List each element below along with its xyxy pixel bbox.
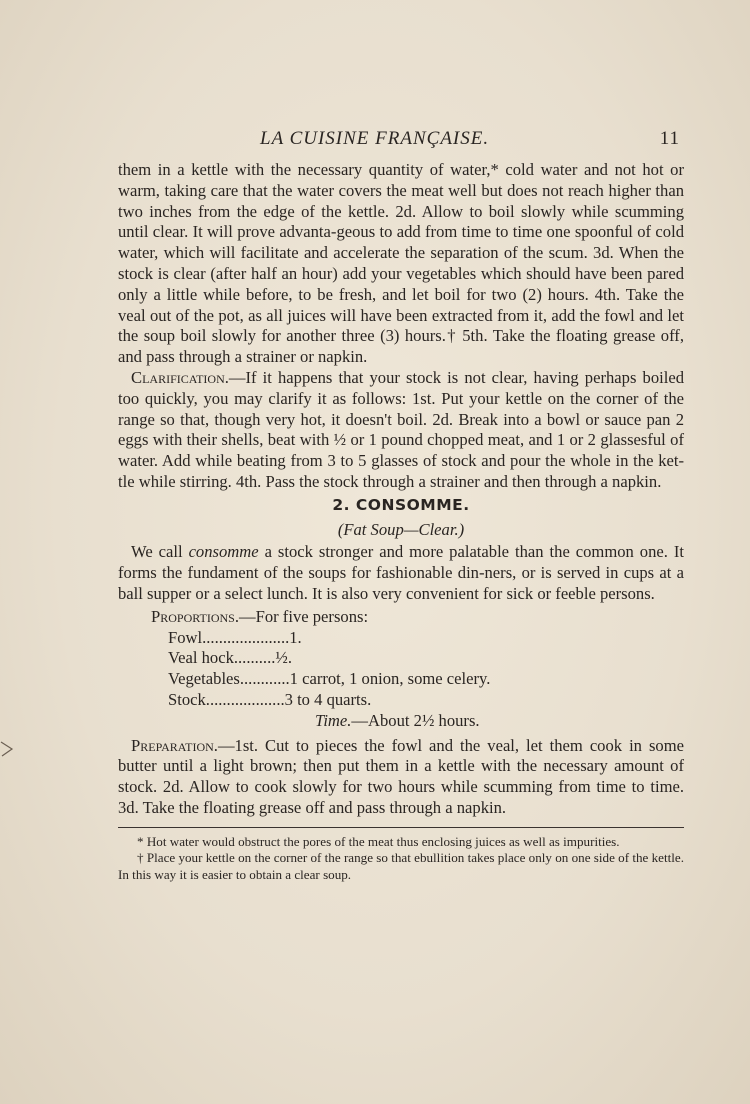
proportions-heading [118,607,684,628]
binding-mark [0,740,14,758]
running-title: LA CUISINE FRANÇAISE. [260,128,490,149]
footnote: * Hot water would obstruct the pores of the meat thus enclosing juices as well as impurities. [137,833,620,849]
consomme-paragraph [118,542,684,604]
proportion-item: Vegetables............1 carrot, 1 onion, some celery. [168,669,491,689]
clarification-paragraph [118,368,684,493]
consomme-term: consomme [188,542,259,562]
proportion-item: Stock...................3 to 4 quarts. [168,689,372,709]
proportions-text: —For five persons: [239,606,369,626]
consomme-intro-rest: a stock stronger and more palatable than the common one. It forms the fundament of the soups for fashionable din-ners, or is served in cups at a ball supper or a select lunch. It is also very convenient for sick or feeble persons. [118,542,684,603]
page-body [118,160,684,883]
section-subtitle: (Fat Soup—Clear.) [337,519,465,539]
footnote: † Place your kettle on the corner of the range so that ebullition takes place only on one side of the kettle. In this way it is easier to obtain a clear soup. [118,850,684,882]
time-label: Time. [315,710,352,730]
footnote-divider [118,827,684,828]
preparation-label: Preparation. [131,735,218,755]
consomme-intro-start: We call [131,542,189,562]
intro-paragraph: them in a kettle with the necessary quantity of water,* cold water and not hot or warm, taking care that the water covers the meat well but does not reach higher than two inches from the edge of the kettle. 2d. Allow to boil slowly while scumming until clear. It will prove advanta-geous to add from time to time one spoonful of cold water, which will facilitate and accelerate the separation of the scum. 3d. When the stock is clear (after half an hour) add your vegetables which should have been pared only a little while before, to be fresh, and let boil for two (2) hours. 4th. Take the veal out of the pot, as all juices will have been extracted from it, add the fowl and let the soup boil slowly for another three (3) hours.† 5th. Take the floating grease off, and pass through a strainer or napkin. [118,160,684,367]
clarification-text: —If it happens that your stock is not clear, having perhaps boiled too quickly, you may clarify it as follows: 1st. Put your kettle on the corner of the range so that, though very hot, it doesn't boil. 2d. Break into a bowl or sauce pan 2 eggs with their shells, beat with ½ or 1 pound chopped meat, and 1 or 2 glassesful of water. Add while beating from 3 to 5 glasses of stock and pour the whole in the ket-tle while stirring. 4th. Pass the stock through a strainer and then through a napkin. [118,367,684,491]
proportion-item: Fowl.....................1. [168,627,302,647]
section-title: 2. CONSOMME. [332,495,470,514]
time-text: —About 2½ hours. [351,710,480,730]
clarification-label: Clarification. [131,367,229,387]
page-number: 11 [659,128,680,149]
proportions-label: Proportions. [151,606,240,626]
preparation-paragraph [118,736,684,819]
proportion-item: Veal hock..........½. [168,648,292,668]
time-line [118,711,684,732]
preparation-text: —1st. Cut to pieces the fowl and the veal, let them cook in some butter until a light brown; then put them in a kettle with the necessary amount of stock. 2d. Allow to cook slowly for two hours while scumming from time to time. 3d. Take the floating grease off and pass through a napkin. [118,735,684,817]
